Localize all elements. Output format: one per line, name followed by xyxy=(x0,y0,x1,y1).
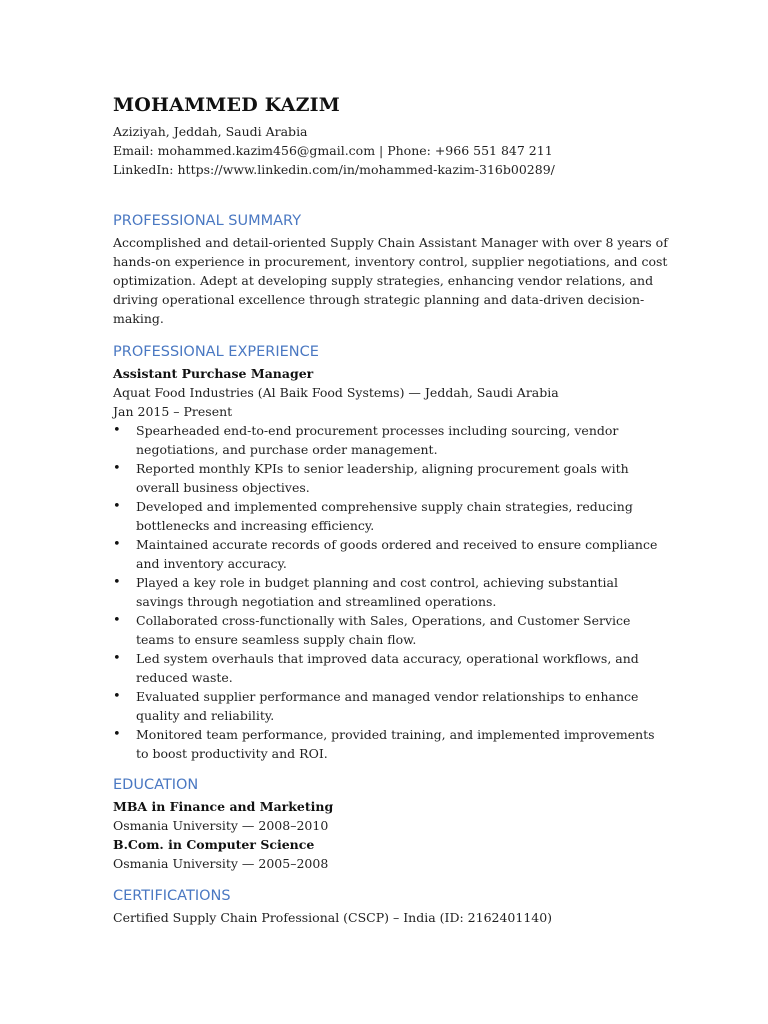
experience-bullet xyxy=(113,573,666,611)
experience-bullet-text: Collaborated cross-functionally with Sales, Operations, and Customer Service teams to ensure seamless supply chain flow. xyxy=(136,613,631,647)
education-detail: Osmania University — 2005–2008 xyxy=(113,856,329,871)
experience-bullet-text: Played a key role in budget planning and cost control, achieving substantial savings through negotiation and streamlined operations. xyxy=(136,575,618,609)
experience-bullet-list xyxy=(113,421,673,763)
experience-bullet-text: Maintained accurate records of goods ordered and received to ensure compliance and inventory accuracy. xyxy=(136,537,658,571)
experience-bullet-text: Monitored team performance, provided training, and implemented improvements to boost productivity and ROI. xyxy=(136,727,655,761)
experience-bullet xyxy=(113,497,666,535)
bullet-icon: • xyxy=(113,727,121,742)
bullet-icon: • xyxy=(113,575,121,590)
resume-page xyxy=(113,92,673,927)
bullet-icon: • xyxy=(113,689,121,704)
experience-bullet xyxy=(113,611,666,649)
experience-bullet-text: Evaluated supplier performance and managed vendor relationships to enhance quality and reliability. xyxy=(136,689,639,723)
experience-bullet xyxy=(113,459,666,497)
bullet-icon: • xyxy=(113,499,121,514)
experience-bullet xyxy=(113,421,666,459)
candidate-contact: Email: mohammed.kazim456@gmail.com | Phone: +966 551 847 211 xyxy=(113,143,553,158)
candidate-address: Aziziyah, Jeddah, Saudi Arabia xyxy=(113,124,308,139)
education-detail: Osmania University — 2008–2010 xyxy=(113,818,329,833)
experience-bullet xyxy=(113,649,666,687)
experience-heading: PROFESSIONAL EXPERIENCE xyxy=(113,344,319,360)
bullet-icon: • xyxy=(113,651,121,666)
candidate-name: MOHAMMED KAZIM xyxy=(113,94,340,116)
experience-bullet xyxy=(113,725,666,763)
summary-heading: PROFESSIONAL SUMMARY xyxy=(113,213,302,229)
certifications-heading: CERTIFICATIONS xyxy=(113,888,231,904)
experience-bullet-text: Developed and implemented comprehensive supply chain strategies, reducing bottlenecks and increasing efficiency. xyxy=(136,499,633,533)
education-degree: B.Com. in Computer Science xyxy=(113,837,315,852)
education-degree: MBA in Finance and Marketing xyxy=(113,799,334,814)
candidate-linkedin: LinkedIn: https://www.linkedin.com/in/mohammed-kazim-316b00289/ xyxy=(113,162,555,177)
education-heading: EDUCATION xyxy=(113,777,199,793)
certification-item: Certified Supply Chain Professional (CSCP) – India (ID: 2162401140) xyxy=(113,910,553,925)
experience-bullet-text: Spearheaded end-to-end procurement processes including sourcing, vendor negotiations, and purchase order management. xyxy=(136,423,619,457)
bullet-icon: • xyxy=(113,423,121,438)
experience-bullet xyxy=(113,535,666,573)
bullet-icon: • xyxy=(113,461,121,476)
experience-bullet xyxy=(113,687,666,725)
experience-bullet-text: Reported monthly KPIs to senior leadership, aligning procurement goals with overall business objectives. xyxy=(136,461,629,495)
job-company: Aquat Food Industries (Al Baik Food Systems) — Jeddah, Saudi Arabia xyxy=(113,385,559,400)
job-dates: Jan 2015 – Present xyxy=(113,404,233,419)
experience-bullet-text: Led system overhauls that improved data accuracy, operational workflows, and reduced waste. xyxy=(136,651,639,685)
bullet-icon: • xyxy=(113,537,121,552)
job-title: Assistant Purchase Manager xyxy=(113,366,314,381)
summary-text: Accomplished and detail-oriented Supply Chain Assistant Manager with over 8 years of hands-on experience in procurement, inventory control, supplier negotiations, and cost optimization. Adept at developing supply strategies, enhancing vendor relations, and driving operational excellence through strategic planning and data-driven decision-making. xyxy=(113,235,668,326)
bullet-icon: • xyxy=(113,613,121,628)
